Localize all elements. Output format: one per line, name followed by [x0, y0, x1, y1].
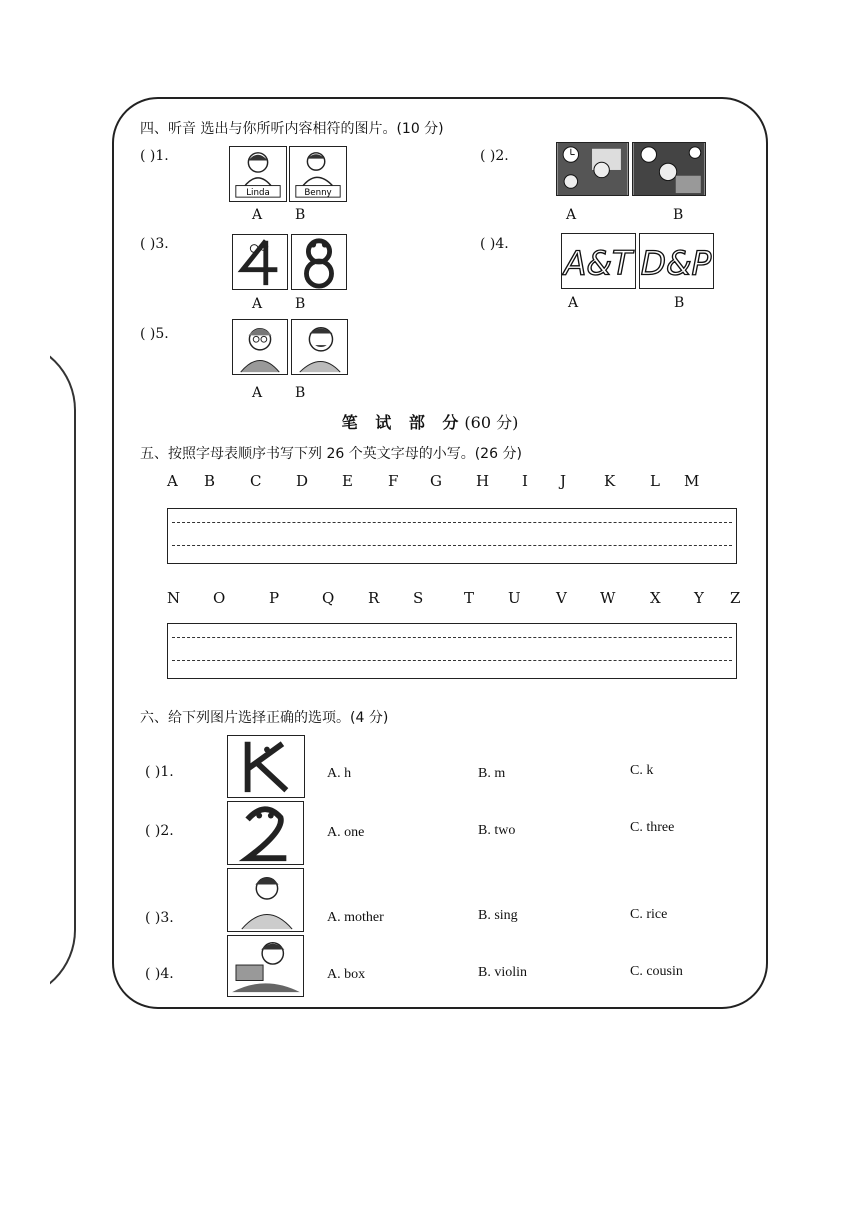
s4-item5-a: A — [252, 385, 263, 401]
letter-k: K — [604, 472, 616, 490]
s6-item4-label[interactable]: ( )4. — [145, 966, 174, 982]
s4-item1-b: B — [295, 207, 306, 223]
girl-eating-picture — [227, 935, 304, 997]
letter-x: X — [650, 589, 661, 607]
letter-z: Z — [730, 589, 741, 607]
s4-item5-label[interactable]: ( )5. — [140, 326, 169, 342]
clock-scene-b-picture[interactable] — [632, 142, 706, 196]
letter-b: B — [204, 472, 216, 490]
linda-label: Linda — [246, 188, 270, 199]
clock-scene-a-picture[interactable] — [556, 142, 629, 196]
s6-item1-label[interactable]: ( )1. — [145, 764, 174, 780]
letter-y: Y — [694, 589, 704, 607]
letter-d: D — [296, 472, 309, 490]
s6-item4-option-c[interactable]: C. cousin — [630, 964, 683, 979]
letter-w: W — [600, 589, 616, 607]
s4-item5-b: B — [295, 385, 306, 401]
writing-lines-row-1[interactable] — [167, 508, 737, 564]
letter-o: O — [213, 589, 226, 607]
s4-item1-label[interactable]: ( )1. — [140, 148, 169, 164]
s6-item2-option-a[interactable]: A. one — [327, 825, 365, 840]
benny-picture[interactable] — [289, 146, 347, 202]
section5-heading: 五、按照字母表顺序书写下列 26 个英文字母的小写。(26 分) — [140, 446, 522, 462]
s6-item1-option-b[interactable]: B. m — [478, 766, 506, 781]
letter-p: P — [269, 589, 280, 607]
singing-girl-picture — [227, 868, 304, 932]
letter-j: J — [560, 472, 567, 490]
number-four-cartoon-picture[interactable] — [232, 234, 288, 290]
written-part-main: 笔 试 部 分 — [341, 413, 465, 432]
number-two-cartoon-picture — [227, 801, 304, 865]
s6-item3-option-b[interactable]: B. sing — [478, 908, 518, 923]
letters-a-t-picture[interactable] — [561, 233, 636, 289]
s6-item3-option-a[interactable]: A. mother — [327, 910, 384, 925]
letters-d-p-picture[interactable] — [639, 233, 714, 289]
letter-k-cartoon-picture — [227, 735, 305, 798]
letter-c: C — [250, 472, 262, 490]
s4-item2-b: B — [673, 207, 684, 223]
written-part-title — [0, 410, 860, 433]
s4-item2-label[interactable]: ( )2. — [480, 148, 509, 164]
s4-item4-a: A — [568, 295, 579, 311]
benny-label: Benny — [304, 188, 332, 199]
letter-g: G — [430, 472, 442, 490]
s6-item4-option-a[interactable]: A. box — [327, 967, 366, 982]
letter-e: E — [342, 472, 353, 490]
section4-heading: 四、听音 选出与你所听内容相符的图片。(10 分) — [140, 121, 444, 137]
letter-u: U — [508, 589, 521, 607]
s6-item2-label[interactable]: ( )2. — [145, 823, 174, 839]
letter-t: T — [464, 589, 475, 607]
letter-h: H — [476, 472, 490, 490]
linda-picture[interactable] — [229, 146, 287, 202]
letter-f: F — [388, 472, 399, 490]
s4-item4-b: B — [674, 295, 685, 311]
number-eight-cartoon-picture[interactable] — [291, 234, 347, 290]
grandmother-picture[interactable] — [232, 319, 288, 375]
grandfather-picture[interactable] — [291, 319, 348, 375]
s6-item2-option-b[interactable]: B. two — [478, 823, 516, 838]
writing-lines-row-2[interactable] — [167, 623, 737, 679]
s6-item3-label[interactable]: ( )3. — [145, 910, 174, 926]
letter-m: M — [684, 472, 700, 490]
section6-heading: 六、给下列图片选择正确的选项。(4 分) — [140, 710, 389, 726]
letters-d-p-text: D&P — [640, 244, 712, 283]
s6-item1-option-c[interactable]: C. k — [630, 763, 654, 778]
s4-item4-label[interactable]: ( )4. — [480, 236, 509, 252]
s4-item1-a: A — [252, 207, 263, 223]
letter-n: N — [167, 589, 181, 607]
letter-a: A — [167, 472, 178, 490]
letter-v: V — [556, 589, 567, 607]
letter-q: Q — [322, 589, 335, 607]
s4-item3-b: B — [295, 296, 306, 312]
s6-item2-option-c[interactable]: C. three — [630, 820, 675, 835]
letter-l: L — [650, 472, 660, 490]
letter-i: I — [522, 472, 528, 490]
s4-item2-a: A — [566, 207, 577, 223]
letter-r: R — [368, 589, 380, 607]
s6-item3-option-c[interactable]: C. rice — [630, 907, 668, 922]
s6-item4-option-b[interactable]: B. violin — [478, 965, 528, 980]
s4-item3-a: A — [252, 296, 263, 312]
written-part-score: (60 分) — [464, 413, 519, 432]
letters-a-t-text: A&T — [564, 244, 633, 283]
letter-s: S — [413, 589, 424, 607]
s4-item3-label[interactable]: ( )3. — [140, 236, 169, 252]
s6-item1-option-a[interactable]: A. h — [327, 766, 352, 781]
